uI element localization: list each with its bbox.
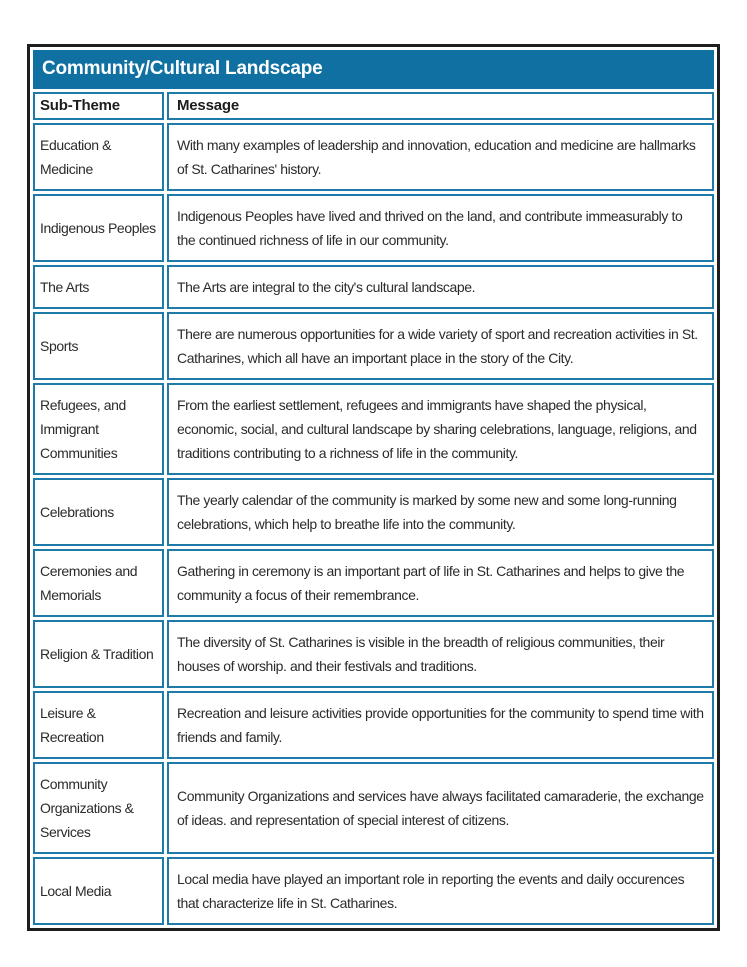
table-row xyxy=(33,123,714,191)
message-cell: Local media have played an important role in reporting the events and daily occurences that characterize life in St. Catharines. xyxy=(167,857,714,925)
table-row xyxy=(33,312,714,380)
subtheme-cell: The Arts xyxy=(33,265,164,309)
table-row xyxy=(33,383,714,475)
column-header-message: Message xyxy=(167,92,714,120)
column-header-subtheme: Sub-Theme xyxy=(33,92,164,120)
subtheme-cell: Community Organizations & Services xyxy=(33,762,164,854)
subtheme-cell: Indigenous Peoples xyxy=(33,194,164,262)
message-cell: Indigenous Peoples have lived and thrived on the land, and contribute immeasurably to the continued richness of life in our community. xyxy=(167,194,714,262)
message-cell: Community Organizations and services have always facilitated camaraderie, the exchange of ideas. and representation of special interest of citizens. xyxy=(167,762,714,854)
table-row xyxy=(33,691,714,759)
message-cell: The Arts are integral to the city's cultural landscape. xyxy=(167,265,714,309)
table-row xyxy=(33,549,714,617)
table-row xyxy=(33,762,714,854)
subtheme-cell: Leisure & Recreation xyxy=(33,691,164,759)
community-cultural-landscape-table xyxy=(27,44,720,931)
subtheme-cell: Sports xyxy=(33,312,164,380)
subtheme-cell: Ceremonies and Memorials xyxy=(33,549,164,617)
message-cell: The diversity of St. Catharines is visible in the breadth of religious communities, their houses of worship. and their festivals and traditions. xyxy=(167,620,714,688)
subtheme-cell: Refugees, and Immigrant Communities xyxy=(33,383,164,475)
table-row xyxy=(33,620,714,688)
message-cell: From the earliest settlement, refugees and immigrants have shaped the physical, economic, social, and cultural landscape by sharing celebrations, language, religions, and traditions contributing to a richness of life in the community. xyxy=(167,383,714,475)
table-row xyxy=(33,194,714,262)
message-cell: Recreation and leisure activities provide opportunities for the community to spend time with friends and family. xyxy=(167,691,714,759)
message-cell: The yearly calendar of the community is marked by some new and some long-running celebrations, which help to breathe life into the community. xyxy=(167,478,714,546)
table-row xyxy=(33,857,714,925)
table-row xyxy=(33,265,714,309)
subtheme-cell: Religion & Tradition xyxy=(33,620,164,688)
column-header-row xyxy=(33,92,714,120)
subtheme-cell: Local Media xyxy=(33,857,164,925)
subtheme-cell: Education & Medicine xyxy=(33,123,164,191)
table-title: Community/Cultural Landscape xyxy=(33,50,714,89)
message-cell: There are numerous opportunities for a wide variety of sport and recreation activities in St. Catharines, which all have an important place in the story of the City. xyxy=(167,312,714,380)
subtheme-cell: Celebrations xyxy=(33,478,164,546)
table-body xyxy=(33,50,714,925)
title-row xyxy=(33,50,714,89)
message-cell: Gathering in ceremony is an important part of life in St. Catharines and helps to give the community a focus of their remembrance. xyxy=(167,549,714,617)
message-cell: With many examples of leadership and innovation, education and medicine are hallmarks of St. Catharines' history. xyxy=(167,123,714,191)
table-row xyxy=(33,478,714,546)
